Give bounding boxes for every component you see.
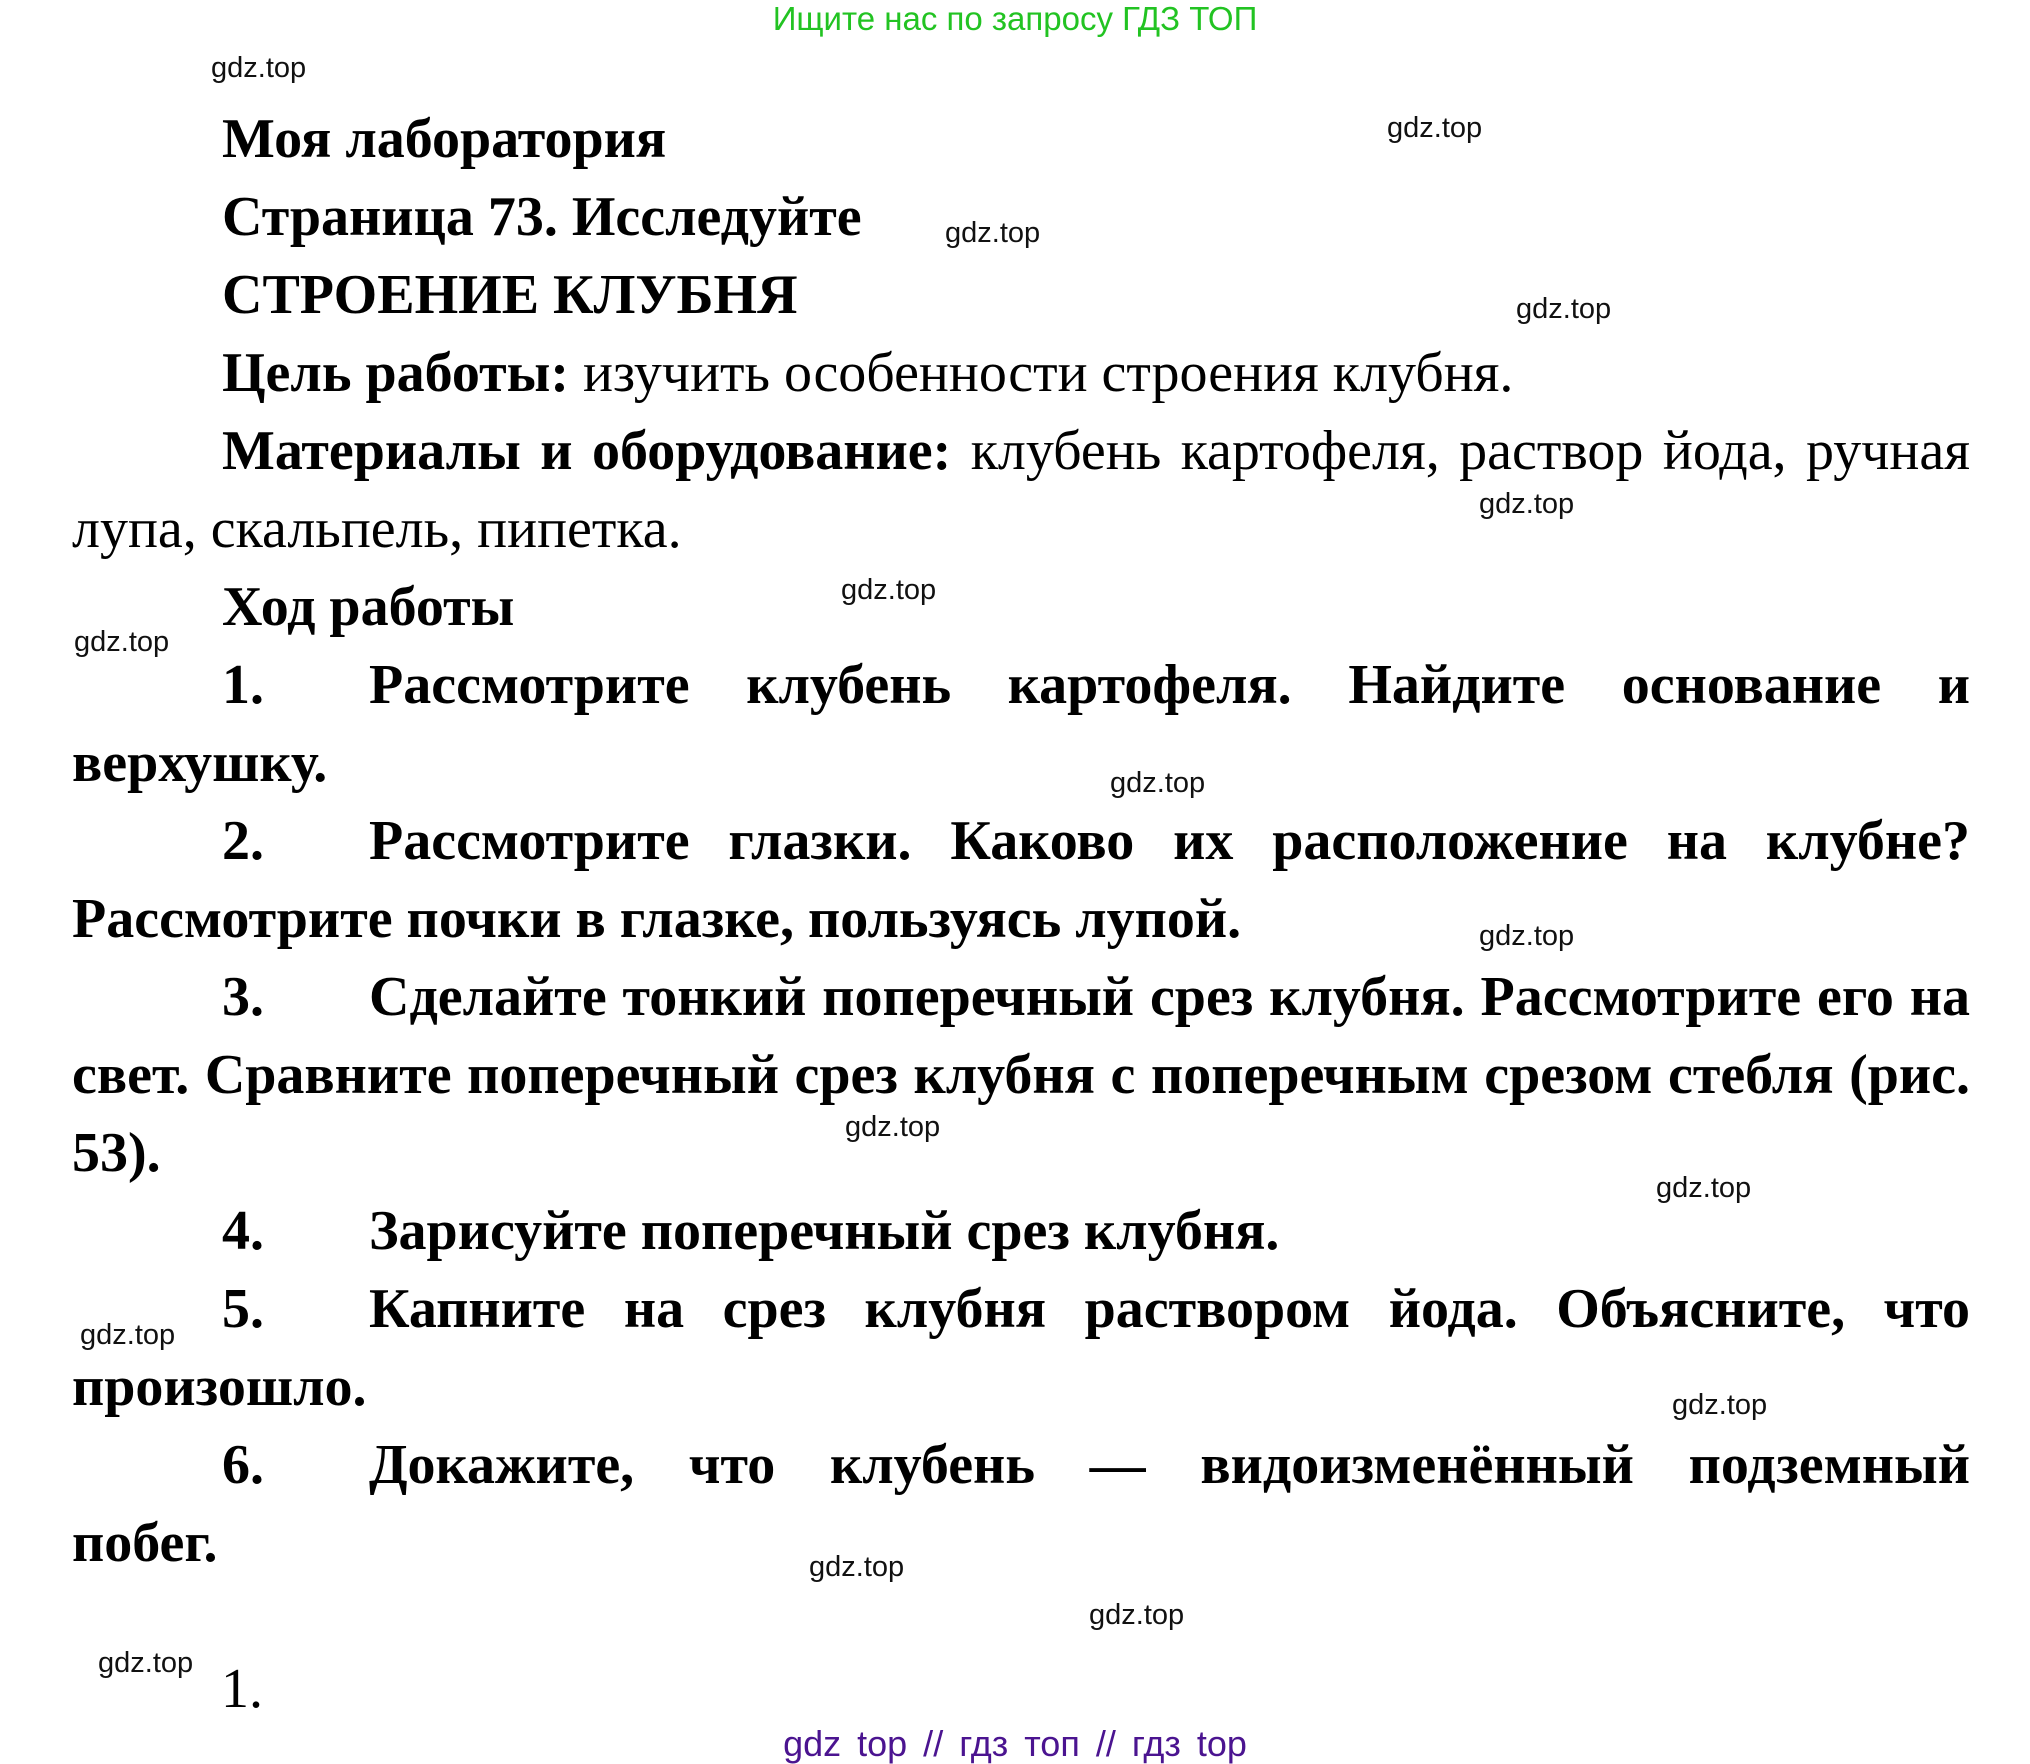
lab-title: Моя лаборатория xyxy=(222,108,667,170)
watermark: gdz.top xyxy=(80,1319,176,1351)
step-item xyxy=(72,802,1970,958)
page-subtitle: Страница 73. Исследуйте xyxy=(222,186,862,248)
step-number: 6. xyxy=(222,1434,264,1496)
watermark: gdz.top xyxy=(1089,1599,1185,1631)
watermark: gdz.top xyxy=(1516,293,1612,325)
materials-paragraph xyxy=(72,412,1970,568)
step-item xyxy=(72,646,1970,802)
goal-paragraph xyxy=(72,334,1970,412)
lab-heading: СТРОЕНИЕ КЛУБНЯ xyxy=(222,264,798,326)
watermark: gdz.top xyxy=(211,52,307,84)
watermark: gdz.top xyxy=(98,1647,194,1679)
step-item xyxy=(72,1426,1970,1582)
step-text: Сделайте тонкий поперечный срез клубня. Рассмотрите его на свет. Сравните поперечный срез клубня с поперечным срезом стебля (рис. 53). xyxy=(72,966,1970,1184)
procedure-heading: Ход работы xyxy=(222,576,515,638)
step-number: 5. xyxy=(222,1278,264,1340)
watermark: gdz.top xyxy=(945,217,1041,249)
step-number: 4. xyxy=(222,1200,264,1262)
step-text: Докажите, что клубень — видоизменённый подземный побег. xyxy=(72,1434,1970,1574)
watermark: gdz.top xyxy=(1110,767,1206,799)
materials-text: клубень картофеля, раствор йода, ручная лупа, скальпель, пипетка. xyxy=(72,420,1970,560)
step-text: Рассмотрите клубень картофеля. Найдите основание и верхушку. xyxy=(72,654,1970,794)
lab-document xyxy=(72,100,1970,1582)
footer-watermark: gdz top // гдз топ // гдз top xyxy=(783,1723,1247,1764)
step-text: Рассмотрите глазки. Каково их расположение на клубне? Рассмотрите почки в глазке, пользуясь лупой. xyxy=(72,810,1970,950)
watermark: gdz.top xyxy=(1672,1389,1768,1421)
watermark: gdz.top xyxy=(1479,920,1575,952)
goal-label: Цель работы: xyxy=(222,342,569,404)
answer-number: 1. xyxy=(221,1658,263,1720)
step-text: Капните на срез клубня раствором йода. Объясните, что произошло. xyxy=(72,1278,1970,1418)
watermark: gdz.top xyxy=(1387,112,1483,144)
watermark: gdz.top xyxy=(845,1111,941,1143)
step-item xyxy=(72,958,1970,1192)
step-number: 2. xyxy=(222,810,264,872)
search-banner: Ищите нас по запросу ГДЗ ТОП xyxy=(772,0,1258,37)
watermark: gdz.top xyxy=(74,626,170,658)
watermark: gdz.top xyxy=(841,574,937,606)
step-number: 3. xyxy=(222,966,264,1028)
step-number: 1. xyxy=(222,654,264,716)
materials-label: Материалы и оборудование: xyxy=(222,420,952,482)
watermark: gdz.top xyxy=(809,1551,905,1583)
goal-text: изучить особенности строения клубня. xyxy=(569,342,1514,404)
watermark: gdz.top xyxy=(1656,1172,1752,1204)
step-text: Зарисуйте поперечный срез клубня. xyxy=(369,1200,1280,1262)
watermark: gdz.top xyxy=(1479,488,1575,520)
